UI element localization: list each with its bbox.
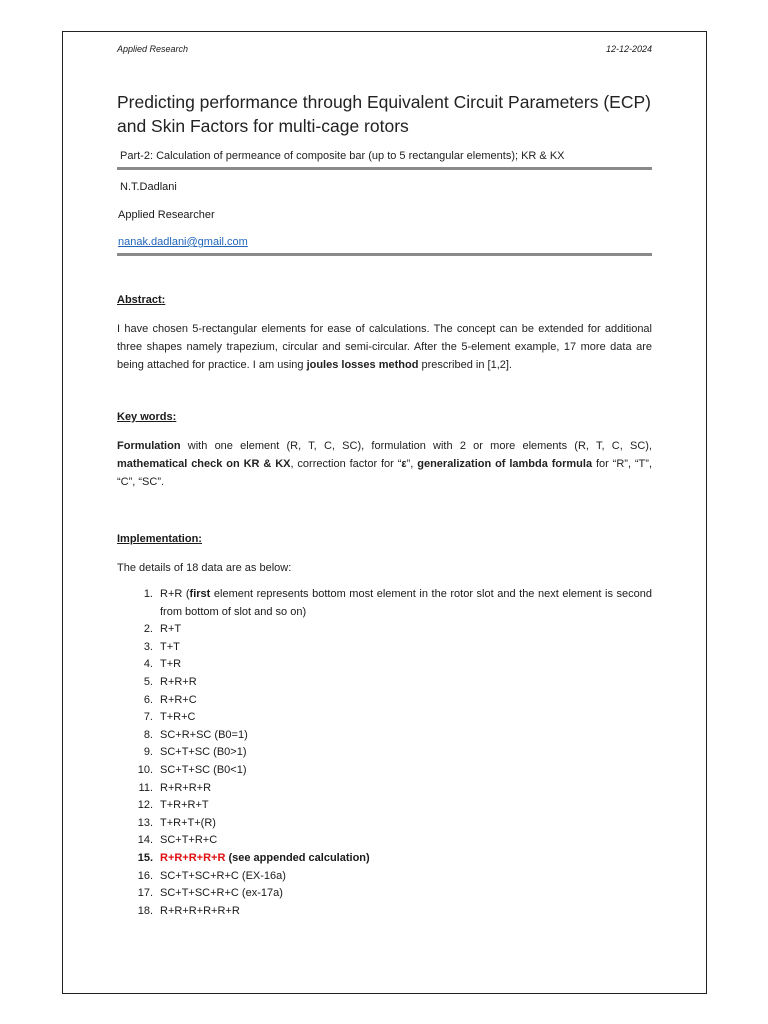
data-list [117, 586, 652, 920]
divider-bottom [117, 253, 652, 256]
page-header [117, 44, 652, 58]
list-item: 1. R+R (first element represents bottom most element in the rotor slot and the next element is second from bottom of slot and so on) [143, 588, 653, 618]
list-item: 14. SC+T+R+C [137, 834, 218, 847]
list-item: 16. SC+T+SC+R+C (EX-16a) [137, 869, 286, 882]
author-name: N.T.Dadlani [120, 181, 177, 193]
list-item: 8. SC+R+SC (B0=1) [143, 728, 248, 741]
list-item: 3. T+T [143, 640, 180, 653]
keywords-heading: Key words: [117, 411, 177, 423]
list-item: 17. SC+T+SC+R+C (ex-17a) [137, 887, 283, 900]
header-journal: Applied Research [117, 44, 189, 54]
list-item: 5. R+R+R [143, 675, 197, 688]
list-item: 2. R+T [143, 623, 182, 636]
header-date: 12-12-2024 [605, 44, 652, 54]
paper-title: Predicting performance through Equivalent Circuit Parameters (ECP) and Skin Factors for multi-cage rotors [117, 92, 651, 136]
list-item-highlighted: 15. R+R+R+R+R (see appended calculation) [137, 851, 370, 864]
list-item: 13. T+R+T+(R) [137, 816, 216, 829]
abstract-text: I have chosen 5-rectangular elements for ease of calculations. The concept can be extended for additional three shapes namely trapezium, circular and semi-circular. After the 5-element example, 17 more data are being attached for practice. I am using joules losses method prescribed in [1,2]. [117, 323, 652, 371]
list-item: 9. SC+T+SC (B0>1) [143, 746, 247, 759]
list-item: 6. R+R+C [143, 693, 197, 706]
list-item: 10. SC+T+SC (B0<1) [137, 763, 247, 776]
list-item: 12. T+R+R+T [137, 799, 209, 812]
divider-top [117, 167, 652, 170]
list-item: 11. R+R+R+R [138, 781, 212, 794]
implementation-heading: Implementation: [117, 533, 202, 545]
author-affiliation: Applied Researcher [118, 209, 215, 221]
implementation-intro: The details of 18 data are as below: [117, 562, 292, 574]
list-item: 18. R+R+R+R+R+R [137, 904, 240, 917]
abstract-heading: Abstract: [117, 294, 166, 306]
list-item: 7. T+R+C [143, 711, 196, 724]
paper-subtitle: Part-2: Calculation of permeance of composite bar (up to 5 rectangular elements); KR & KX [120, 150, 565, 162]
keywords-text: Formulation with one element (R, T, C, SC), formulation with 2 or more elements (R, T, C, SC), mathematical check on KR & KX, correction factor for “ε”, generalization of lambda formula for “R”, “T”, “C”, “SC”. [117, 440, 652, 488]
list-item: 4. T+R [143, 658, 182, 671]
author-email-link[interactable]: nanak.dadlani@gmail.com [118, 236, 248, 248]
